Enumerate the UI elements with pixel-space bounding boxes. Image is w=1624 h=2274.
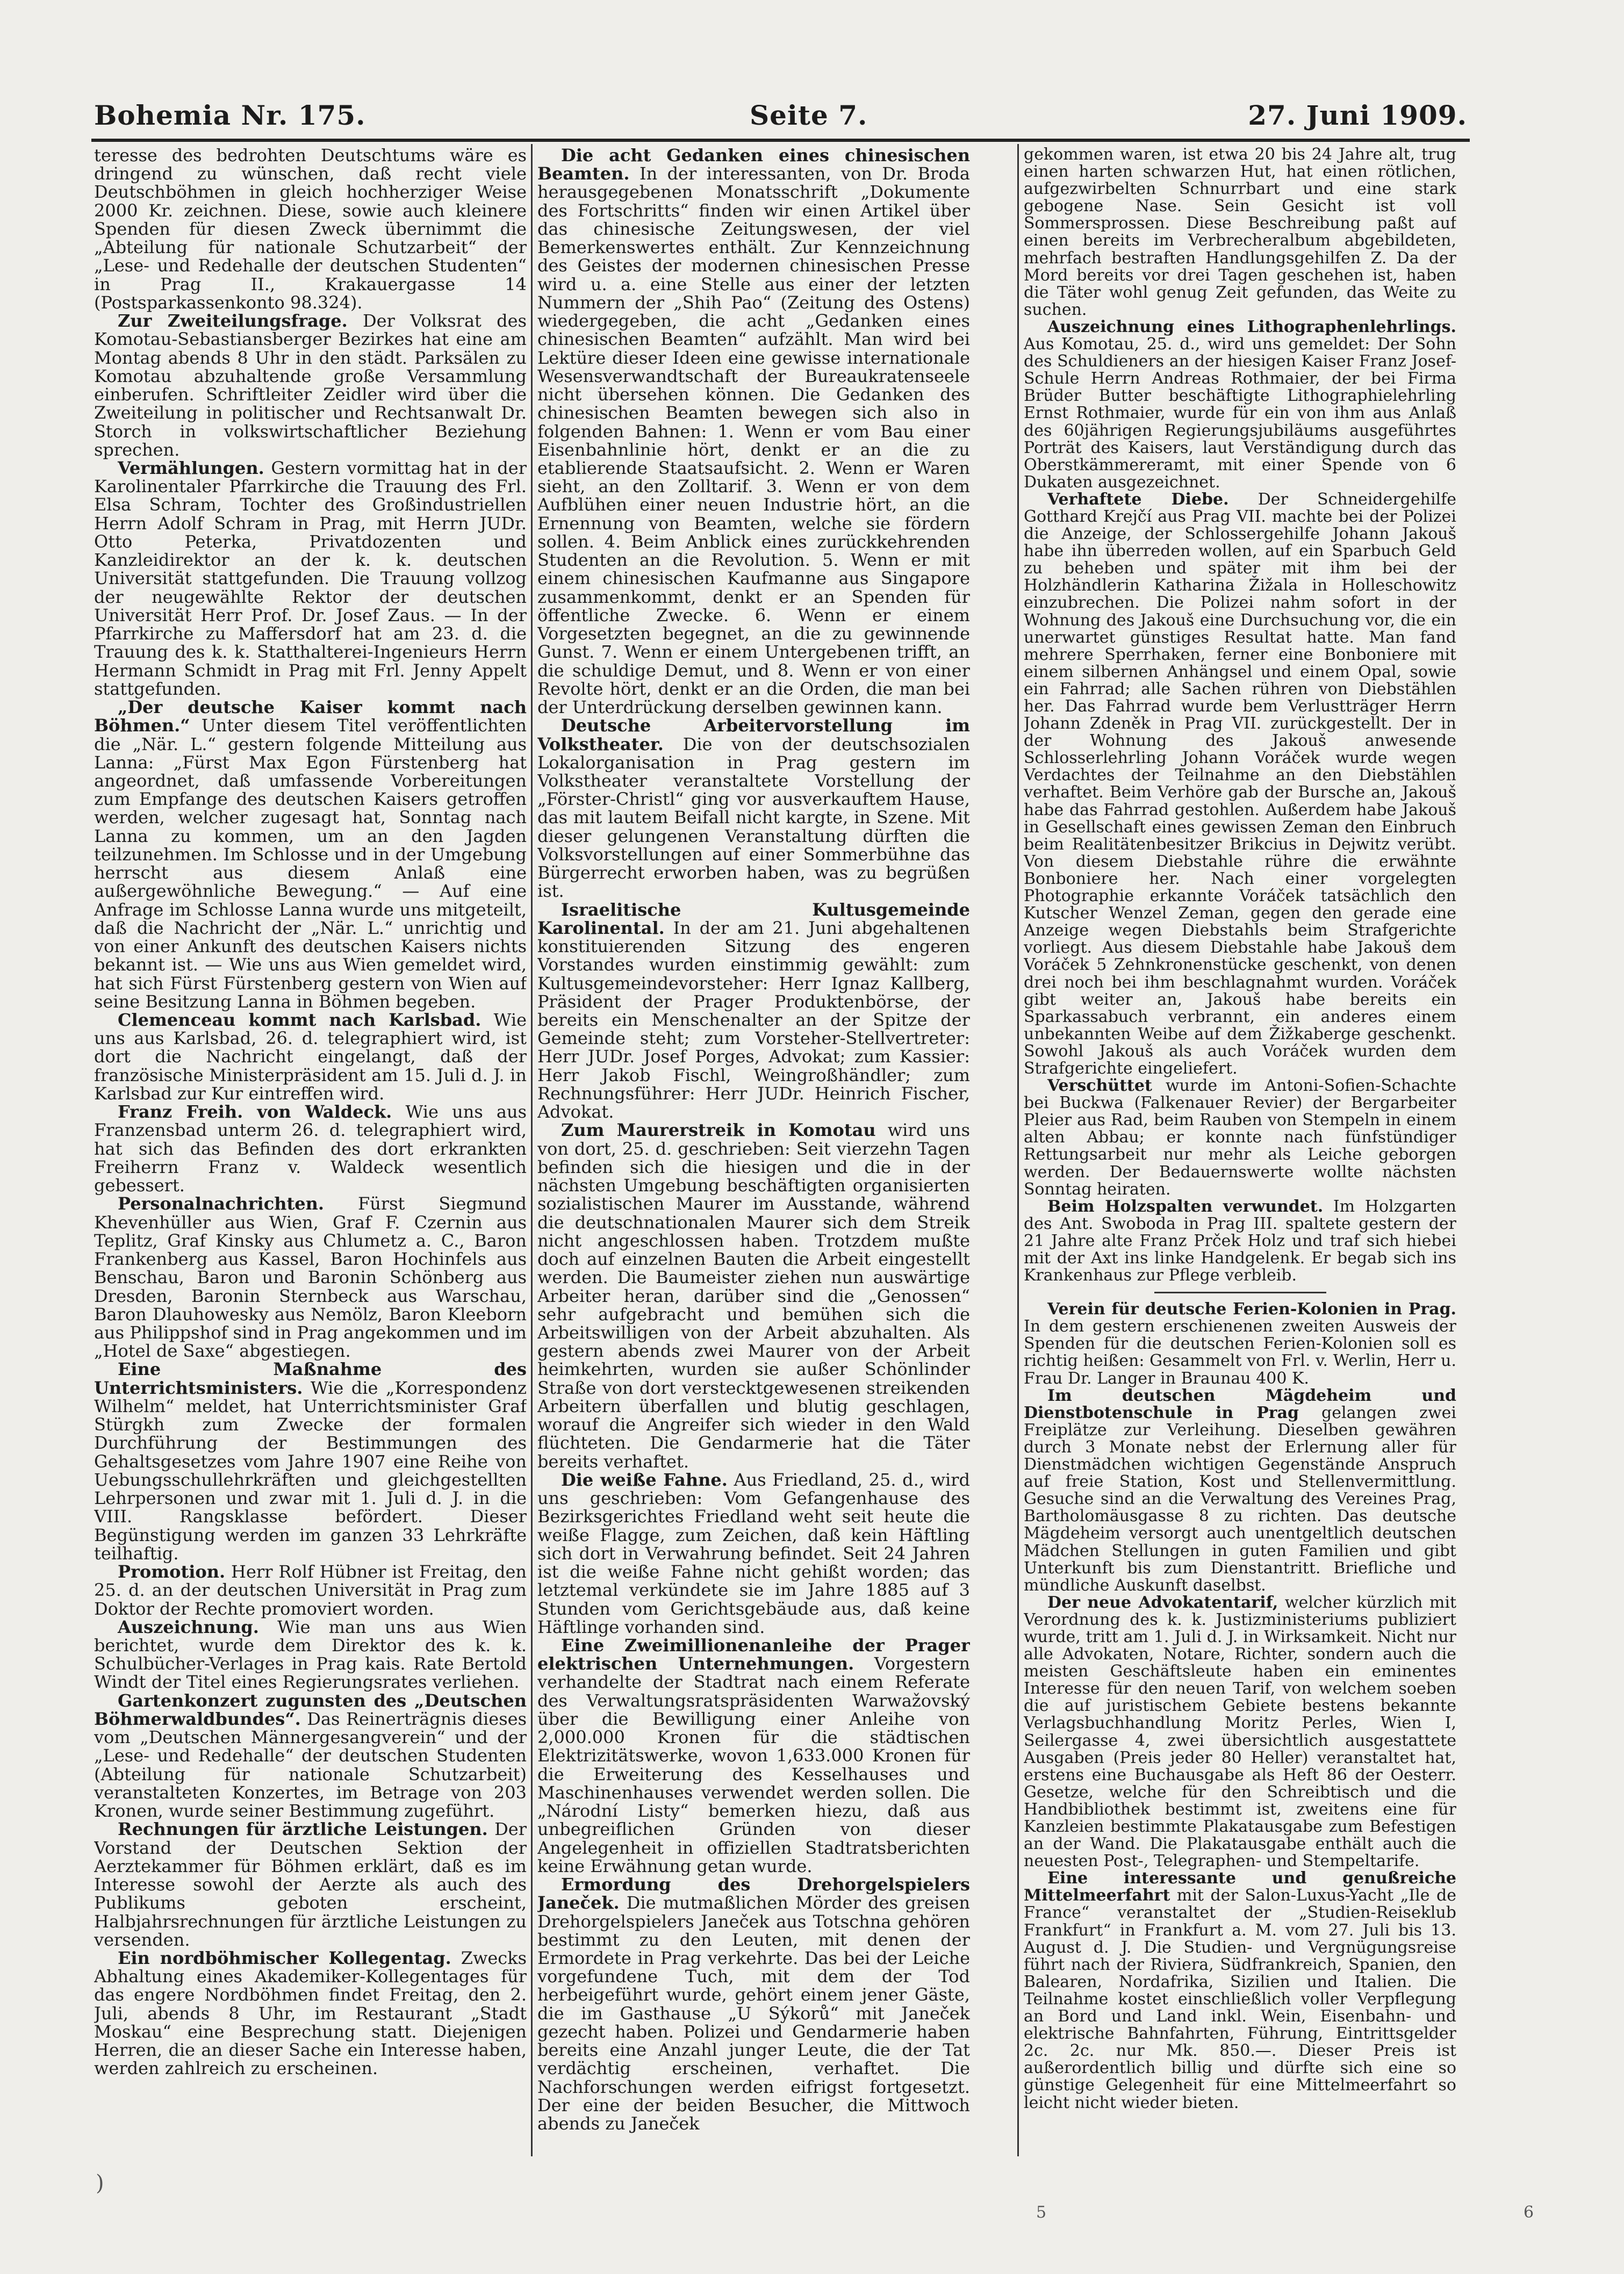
item-body: Die von der deutschsozialen Lokalorganisation in Prag gestern im Volkstheater veranstaltete Vorstellung der „Förster-Christl“ ging vor ausverkauftem Hause, das mit lautem Beifall nicht kargte, in Szene. Mit dieser gelungenen Veranstaltung dürften die Volksvorstellungen auf einer Sommerbühne das Bürgerrecht erworben haben, was zu begrüßen ist. — [537, 733, 970, 902]
news-item — [1024, 1198, 1456, 1284]
item-body: Aus Friedland, 25. d., wird uns geschrieben: Vom Gefangenhause des Bezirksgerichtes Friedland weht seit heute die weiße Flagge, zum Zeichen, daß kein Häftling sich dort in Verwahrung befindet. Seit 24 Jahren ist die weiße Fahne nicht gehißt worden; das letztemal verkündete sie im Jahre 1885 auf 3 Stunden vom Gerichtsgebäude aus, daß keine Häftlinge vorhanden sind. — [537, 1469, 970, 1637]
news-item — [94, 312, 527, 459]
news-item — [537, 1636, 970, 1875]
item-body: Das Reinerträgnis dieses vom „Deutschen Männergesangverein“ und der „Lese- und Redehalle“ der deutschen Studenten (Abteilung für nationale Schutzarbeit) veranstalteten Konzertes, im Betrage von 203 Kronen, wurde seiner Bestimmung zugeführt. — [94, 1708, 527, 1822]
column-divider — [1017, 144, 1019, 2156]
item-body: Der Vorstand der Deutschen Sektion der Aerztekammer für Böhmen erklärt, daß es im Interesse sowohl der Aerzte als auch des Publikums geboten erscheint, Halbjahrsrechnungen für ärztliche Leistungen zu versenden. — [94, 1819, 527, 1950]
item-heading: Die acht Gedanken eines chinesischen Beamten. — [537, 146, 970, 184]
news-item — [94, 1360, 527, 1563]
item-body: Aus Komotau, 25. d., wird uns gemeldet: Der Sohn des Schuldieners an der hiesigen Kaiser Franz Josef-Schule Herrn Andreas Rothmaier, der bei Firma Brüder Butter beschäftigte Lithographielehrling Ernst Rothmaier, wurde für ein von ihm aus Anlaß des 60jährigen Regierungsjubiläums ausgeführtes Porträt des Kaisers, laut Verständigung durch das Oberstkämmereramt, mit einer Spende von 6 Dukaten ausgezeichnet. — [1024, 335, 1456, 492]
news-item — [1024, 1594, 1456, 1870]
section-separator — [1154, 1292, 1326, 1293]
item-body: Wie uns aus Franzensbad unterm 26. d. telegraphiert wird, hat sich das Befinden des dort erkrankten Freiherrn Franz v. Waldeck wesentlich gebessert. — [94, 1102, 527, 1196]
item-heading: Rechnungen für ärztliche Leistungen. — [118, 1819, 488, 1840]
news-item — [94, 1011, 527, 1103]
item-body: Fürst Siegmund Khevenhüller aus Wien, Graf F. Czernin aus Teplitz, Graf Kinsky aus Chlumetz a. C., Baron Frankenberg aus Kassel, Baron Hochinfels aus Benschau, Baron und Baronin Schönberg aus Dresden, Baronin Sternbeck aus Warschau, Baron Dlauhowesky aus Nemölz, Baron Kleeborn aus Philippshof sind in Prag angekommen und im „Hotel de Saxe“ abgestiegen. — [94, 1193, 527, 1362]
news-item — [1024, 1077, 1456, 1198]
item-heading: Verein für deutsche Ferien-Kolonien in Prag. — [1047, 1300, 1456, 1319]
news-item — [94, 1563, 527, 1618]
item-heading: Verhaftete Diebe. — [1047, 490, 1229, 509]
news-item — [1024, 146, 1456, 319]
item-heading: Eine Maßnahme des Unterrichtsministers. — [94, 1359, 527, 1398]
item-body: Zwecks Abhaltung eines Akademiker-Kollegentages für das engere Nordböhmen findet Freitag, den 2. Juli, abends 8 Uhr, im Restaurant „Stadt Moskau“ eine Besprechung statt. Diejenigen Herren, die an dieser Sache ein Interesse haben, werden zahlreich zu erscheinen. — [94, 1947, 527, 2079]
item-heading: Vermählungen. — [118, 457, 264, 478]
page-number: Seite 7. — [750, 99, 868, 131]
news-item — [94, 1194, 527, 1360]
news-item — [94, 1949, 527, 2078]
item-heading: Beim Holzspalten verwundet. — [1047, 1197, 1324, 1216]
item-body: Wie man uns aus Wien berichtet, wurde dem Direktor des k. k. Schulbücher-Verlages in Prag kais. Rate Bertold Windt der Titel eines Regierungsrates verliehen. — [94, 1616, 527, 1693]
news-item — [94, 698, 527, 1011]
news-item — [94, 1820, 527, 1949]
item-body: gelangen zwei Freiplätze zur Verleihung. Dieselben gewähren durch 3 Monate nebst der Erlernung aller für Dienstmädchen wichtigen Gegenstände Anspruch auf freie Station, Kost und Stellenvermittlung. Gesuche sind an die Verwaltung des Vereines Prag, Bartholomäusgasse 8 zu richten. Das deutsche Mägdeheim versorgt auch unentgeltlich deutschen Mädchen Stellungen in guten Familien und gibt Unterkunft bis zum Dienstantritt. Briefliche und mündliche Auskunft daselbst. — [1024, 1403, 1456, 1595]
item-heading: Deutsche Arbeitervorstellung im Volkstheater. — [537, 715, 970, 754]
item-body: Der Volksrat des Komotau-Sebastiansberger Bezirkes hat eine am Montag abends 8 Uhr in den städt. Parksälen zu Komotau abzuhaltende große Versammlung einberufen. Schriftleiter Zeidler wird über die Zweiteilung in politischer und Rechtsanwalt Dr. Storch in volkswirtschaftlicher Beziehung sprechen. — [94, 311, 527, 460]
news-item — [537, 716, 970, 900]
item-body: Wie uns aus Karlsbad, 26. d. telegraphiert wird, ist dort die Nachricht eingelangt, daß der französische Ministerpräsident am 15. Juli d. J. in Karlsbad zur Kur eintreffen wird. — [94, 1010, 527, 1104]
news-item — [537, 146, 970, 716]
item-heading: Der neue Advokatentarif, — [1047, 1593, 1278, 1612]
item-heading: Clemenceau kommt nach Karlsbad. — [118, 1010, 482, 1031]
news-item — [1024, 319, 1456, 491]
item-heading: Gartenkonzert zugunsten des „Deutschen Böhmerwaldbundes“. — [94, 1690, 527, 1729]
item-body: wurde im Antoni-Sofien-Schachte bei Buckwa (Falkenauer Revier) der Bergarbeiter Pleier aus Rad, beim Rauben von Stempeln in einem alten Abbau; er konnte nach fünfstündiger Rettungsarbeit nur mehr als Leiche geborgen werden. Der Bedauernswerte wollte nächsten Sonntag heiraten. — [1024, 1076, 1456, 1199]
item-heading: „Der deutsche Kaiser kommt nach Böhmen.“ — [94, 697, 527, 736]
item-heading: Zur Zweiteilungsfrage. — [118, 311, 348, 332]
news-item — [1024, 1301, 1456, 1387]
margin-mark: 6 — [1524, 2203, 1534, 2222]
item-body: Im Holzgarten des Ant. Swoboda in Prag III. spaltete gestern der 21 Jahre alte Franz Prček Holz und traf sich hiebei mit der Axt ins linke Handgelenk. Er begab sich ins Krankenhaus zur Pflege verbleib. — [1024, 1197, 1456, 1285]
item-body: wird uns von dort, 25. d. geschrieben: Seit vierzehn Tagen befinden sich die hiesigen und die in der nächsten Umgebung beschäftigten organisierten sozialistischen Maurer im Ausstande, während die deutschnationalen Maurer sich dem Streik nicht angeschlossen haben. Trotzdem mußte doch auf einzelnen Bauten die Arbeit eingestellt werden. Die Baumeister ziehen nun auswärtige Arbeiter heran, darüber sind die „Genossen“ sehr aufgebracht und bemühen sich die Arbeitswilligen von der Arbeit abzuhalten. Als gestern abends zwei Maurer von der Arbeit heimkehrten, wurden sie außer Schönlinder Straße von dort verstecktgewesenen streikenden Arbeitern überfallen und blutig geschlagen, worauf die Angreifer sich wieder in den Wald flüchteten. Die Gendarmerie hat die Täter bereits verhaftet. — [537, 1120, 970, 1472]
issue-date: 27. Juni 1909. — [1248, 99, 1467, 131]
item-body: Unter diesem Titel veröffentlichten die „När. L.“ gestern folgende Mitteilung aus Lanna: „Fürst Max Egon Fürstenberg hat angeordnet, daß umfassende Vorbereitungen zum Empfange des deutschen Kaisers getroffen werden, welcher zugesagt hat, Sonntag nach Lanna zu kommen, um an den Jagden teilzunehmen. Im Schlosse und in der Umgebung herrscht aus diesem Anlaß eine außergewöhnliche Bewegung.“ — Auf eine Anfrage im Schlosse Lanna wurde uns mitgeteilt, daß die Nachricht der „När. L.“ unrichtig und von einer Ankunft des deutschen Kaisers nichts bekannt ist. — Wie uns aus Wien gemeldet wird, hat sich Fürst Fürstenberg gestern von Wien auf seine Besitzung Lanna in Böhmen begeben. — [94, 715, 527, 1012]
item-heading: Franz Freih. von Waldeck. — [118, 1102, 392, 1122]
news-item — [94, 1618, 527, 1692]
item-heading: Eine Zweimillionenanleihe der Prager elektrischen Unternehmungen. — [537, 1635, 970, 1674]
item-heading: Auszeichnung. — [118, 1616, 259, 1637]
news-item — [1024, 491, 1456, 1077]
item-body: In dem gestern erschienenen zweiten Ausweis der Spenden für die deutschen Ferien-Kolonien soll es richtig heißen: Gesammelt von Frl. v. Werlin, Herr u. Frau Dr. Langer in Braunau 400 K. — [1024, 1317, 1456, 1388]
header-rule — [91, 139, 1470, 142]
column-3 — [1024, 146, 1456, 2158]
column-divider — [531, 144, 533, 2156]
item-body: In der am 21. Juni abgehaltenen konstituierenden Sitzung des engeren Vorstandes wurden einstimmig gewählt: zum Kultusgemeindevorsteher: Herr Ignaz Kallberg, Präsident der Prager Produktenbörse, der bereits ein Menschenalter an der Spitze der Gemeinde steht; zum Vorsteher-Stellvertreter: Herr JUDr. Josef Porges, Advokat; zum Kassier: Herr Jakob Fischl, Weingroßhändler; zum Rechnungsführer: Herr JUDr. Heinrich Fischer, Advokat. — [537, 917, 970, 1122]
margin-mark: 5 — [1036, 2203, 1047, 2222]
item-body: welcher kürzlich mit Verordnung des k. k. Justizministeriums publiziert wurde, tritt am 1. Juli d. J. in Wirksamkeit. Nicht nur alle Advokaten, Notare, Richter, sondern auch die meisten Geschäftsleute haben ein eminentes Interesse für den neuen Tarif, von welchem soeben die auf juristischem Gebiete bestens bekannte Verlagsbuchhandlung Moritz Perles, Wien I, Seilergasse 4, zwei übersichtlich ausgestattete Ausgaben (Preis jeder 80 Heller) veranstaltet hat, erstens eine Buchausgabe als Heft 86 der Oesterr. Gesetze, welche für den Schreibtisch und die Handbibliothek bestimmt ist, zweitens eine für Kanzleien bestimmte Plakatausgabe zum Befestigen an der Wand. Die Plakatausgabe enthält auch die neuesten Post-, Telegraphen- und Stempeltarife. — [1024, 1593, 1456, 1871]
news-item — [94, 1692, 527, 1820]
news-item — [1024, 1387, 1456, 1594]
item-body: Gestern vormittag hat in der Karolinentaler Pfarrkirche die Trauung des Frl. Elsa Schram, Tochter des Großindustriellen Herrn Adolf Schram in Prag, mit Herrn JUDr. Otto Peterka, Privatdozenten und Kanzleidirektor an der k. k. deutschen Universität stattgefunden. Die Trauung vollzog der neugewählte Rektor der deutschen Universität Herr Prof. Dr. Josef Zaus. — In der Pfarrkirche zu Maffersdorf hat am 23. d. die Trauung des k. k. Statthalterei-Ingenieurs Herrn Hermann Schmidt in Prag mit Frl. Jenny Appelt stattgefunden. — [94, 457, 527, 699]
page-header — [91, 99, 1467, 137]
margin-mark: ) — [96, 2171, 104, 2196]
masthead-issue: Bohemia Nr. 175. — [94, 99, 366, 131]
item-body: Der Schneidergehilfe Gotthard Krejčí aus Prag VII. machte bei der Polizei die Anzeige, der Schlossergehilfe Johann Jakouš habe ihn überreden wollen, auf ein Sparbuch Geld zu beheben und später mit ihm bei der Holzhändlerin Katharina Žižala in Holleschowitz einzubrechen. Die Polizei nahm sofort in der Wohnung des Jakouš eine Durchsuchung vor, die ein unerwartet günstiges Resultat hatte. Man fand mehrere Sperrhaken, ferner eine Bonboniere mit einem silbernen Anhängsel und einem Opal, sowie ein Fahrrad; alle Sachen rühren von Diebstählen her. Das Fahrrad wurde bem Verlustträger Herrn Johann Zdeněk in Prag VII. zurückgestellt. Der in der Wohnung des Jakouš anwesende Schlosserlehrling Johann Voráček wurde wegen Verdachtes der Teilnahme an den Diebstählen verhaftet. Beim Verhöre gab der Bursche an, Jakouš habe das Fahrrad gestohlen. Außerdem habe Jakouš in Gesellschaft eines gewissen Zeman den Einbruch beim Realitätenbesitzer Brikcius in Dejwitz verübt. Von diesem Diebstahle rühre die erwähnte Bonboniere her. Nach einer vorgelegten Photographie erkannte Voráček tatsächlich den Kutscher Wenzel Zeman, gegen den gerade eine Anzeige wegen Diebstahls beim Strafgerichte vorliegt. Aus diesem Diebstahle habe Jakouš dem Voráček 5 Zehnkronenstücke geschenkt, von denen drei noch bei ihm beschlagnahmt wurden. Voráček gibt weiter an, Jakouš habe bereits ein Sparkassabuch verbrannt, ein anderes einem unbekannten Weibe auf dem Žižkaberge geschenkt. Sowohl Jakouš als auch Voráček wurden dem Strafgerichte eingeliefert. — [1024, 490, 1456, 1078]
item-heading: Personalnachrichten. — [118, 1193, 324, 1214]
news-item — [537, 1121, 970, 1470]
news-item — [537, 901, 970, 1121]
item-body: Herr Rolf Hübner ist Freitag, den 25. d. an der deutschen Universität in Prag zum Doktor der Rechte promoviert worden. — [94, 1561, 527, 1619]
item-heading: Eine interessante und genußreiche Mittelmeerfahrt — [1024, 1869, 1456, 1905]
item-heading: Ermordung des Drehorgelspielers Janeček. — [537, 1874, 970, 1913]
item-heading: Promotion. — [118, 1561, 226, 1582]
item-body: Wie die „Korrespondenz Wilhelm“ meldet, hat Unterrichtsminister Graf Stürgkh zum Zwecke der formalen Durchführung der Bestimmungen des Gehaltsgesetzes vom Jahre 1907 eine Reihe von Uebungsschullehrkräften und gleichgestellten Lehrpersonen und zwar mit 1. Juli d. J. in die VIII. Rangsklasse befördert. Dieser Begünstigung werden im ganzen 33 Lehrkräfte teilhaftig. — [94, 1377, 527, 1564]
news-item — [94, 459, 527, 698]
item-heading: Israelitische Kultusgemeinde Karolinental. — [537, 899, 970, 938]
item-body: gekommen waren, ist etwa 20 bis 24 Jahre alt, trug einen harten schwarzen Hut, hat einen rötlichen, aufgezwirbelten Schnurrbart und eine stark gebogene Nase. Sein Gesicht ist voll Sommersprossen. Diese Beschreibung paßt auf einen bereits im Verbrecheralbum abgebildeten, mehrfach bestraften Handlungsgehilfen Z. Da der Mord bereits vor drei Tagen geschehen ist, haben die Täter wohl genug Zeit gefunden, das Weite zu suchen. — [1024, 146, 1456, 319]
news-item — [1024, 1870, 1456, 2111]
news-item — [94, 146, 527, 312]
item-body: Vorgestern verhandelte der Stadtrat nach einem Referate des Verwaltungsratspräsidenten Warwažovský über die Bewilligung einer Anleihe von 2,000.000 Kronen für die städtischen Elektrizitätswerke, wovon 1,633.000 Kronen für die Erweiterung des Kesselhauses und Maschinenhauses verwendet werden sollen. Die „Národní Listy“ bemerken hiezu, daß aus unbegreiflichen Gründen von dieser Angelegenheit in offiziellen Stadtratsberichten keine Erwähnung getan wurde. — [537, 1653, 970, 1876]
item-heading: Im deutschen Mägdeheim und Dienstbotenschule in Prag — [1024, 1386, 1456, 1422]
news-item — [537, 1471, 970, 1636]
item-heading: Zum Maurerstreik in Komotau — [561, 1120, 876, 1141]
item-heading: Verschüttet — [1047, 1076, 1152, 1096]
news-item — [537, 1875, 970, 2133]
column-1 — [94, 146, 527, 2158]
item-body: Die mutmaßlichen Mörder des greisen Drehorgelspielers Janeček aus Totschna gehören bestimmt zu den Leuten, mit denen der Ermordete in Prag verkehrte. Das bei der Leiche vorgefundene Tuch, mit dem der Tod herbeigeführt wurde, gehört einem jener Gäste, die im Gasthause „U Sýkorů“ mit Janeček gezecht haben. Polizei und Gendarmerie haben bereits eine Anzahl junger Leute, die der Tat verdächtig erscheinen, verhaftet. Die Nachforschungen werden eifrigst fortgesetzt. Der eine der beiden Besucher, die Mittwoch abends zu Janeček — [537, 1892, 970, 2134]
item-body: mit der Salon-Luxus-Yacht „Ile de France“ veranstaltet der „Studien-Reiseklub Frankfurt“ in Frankfurt a. M. vom 27. Juli bis 13. August d. J. Die Studien- und Vergnügungsreise führt nach der Riviera, Südfrankreich, Spanien, den Balearen, Nordafrika, Sizilien und Italien. Die Teilnahme kostet einschließlich voller Verpflegung an Bord und Land inkl. Wein, Eisenbahn- und elektrische Bahnfahrten, Führung, Eintrittsgelder 2c. 2c. nur Mk. 850.—. Dieser Preis ist außerordentlich billig und dürfte sich eine so günstige Gelegenheit für eine Mittelmeerfahrt so leicht nicht wieder bieten. — [1024, 1886, 1456, 2112]
item-body: In der interessanten, von Dr. Broda herausgegebenen Monatsschrift „Dokumente des Fortschritts“ finden wir einen Artikel über das chinesische Zeitungswesen, der viel Bemerkenswertes enthält. Zur Kennzeichnung des Geistes der modernen chinesischen Presse wird u. a. eine Stelle aus einer der letzten Nummern der „Shih Pao“ (Zeitung des Ostens) wiedergegeben, die acht „Gedanken eines chinesischen Beamten“ aufzählt. Man wird bei Lektüre dieser Ideen eine gewisse internationale Wesensverwandtschaft der Bureaukratenseele nicht übersehen können. Die Gedanken des chinesischen Beamten bewegen sich also in folgenden Bahnen: 1. Wenn er vom Bau einer Eisenbahnlinie hört, denkt er an die zu etablierende Staatsaufsicht. 2. Wenn er Waren sieht, an den Zolltarif. 3. Wenn er von dem Aufblühen einer neuen Industrie hört, an die Ernennung von Beamten, welche sie fördern sollen. 4. Beim Anblick eines zurückkehrenden Studenten an die Revolution. 5. Wenn er mit einem chinesischen Kaufmanne aus Singapore zusammenkommt, denkt er an Spenden für öffentliche Zwecke. 6. Wenn er einem Vorgesetzten begegnet, an die zu gewinnende Gunst. 7. Wenn er einem Untergebenen trifft, an die schuldige Demut, und 8. Wenn er von einer Revolte hört, denkt er an die Orden, die man bei der Unterdrückung derselben gewinnen kann. — [537, 163, 970, 718]
item-heading: Ein nordböhmischer Kollegentag. — [118, 1947, 451, 1968]
item-body: teresse des bedrohten Deutschtums wäre es dringend zu wünschen, daß recht viele Deutschböhmen in gleich hochherziger Weise 2000 Kr. zeichnen. Diese, sowie auch kleinere Spenden für diesen Zweck übernimmt die „Abteilung für nationale Schutzarbeit“ der „Lese- und Redehalle der deutschen Studenten“ in Prag II., Krakauergasse 14 (Postsparkassenkonto 98.324). — [94, 146, 527, 313]
item-heading: Die weiße Fahne. — [561, 1469, 728, 1490]
news-item — [94, 1103, 527, 1194]
column-2 — [537, 146, 970, 2158]
item-heading: Auszeichnung eines Lithographenlehrlings. — [1047, 317, 1456, 336]
